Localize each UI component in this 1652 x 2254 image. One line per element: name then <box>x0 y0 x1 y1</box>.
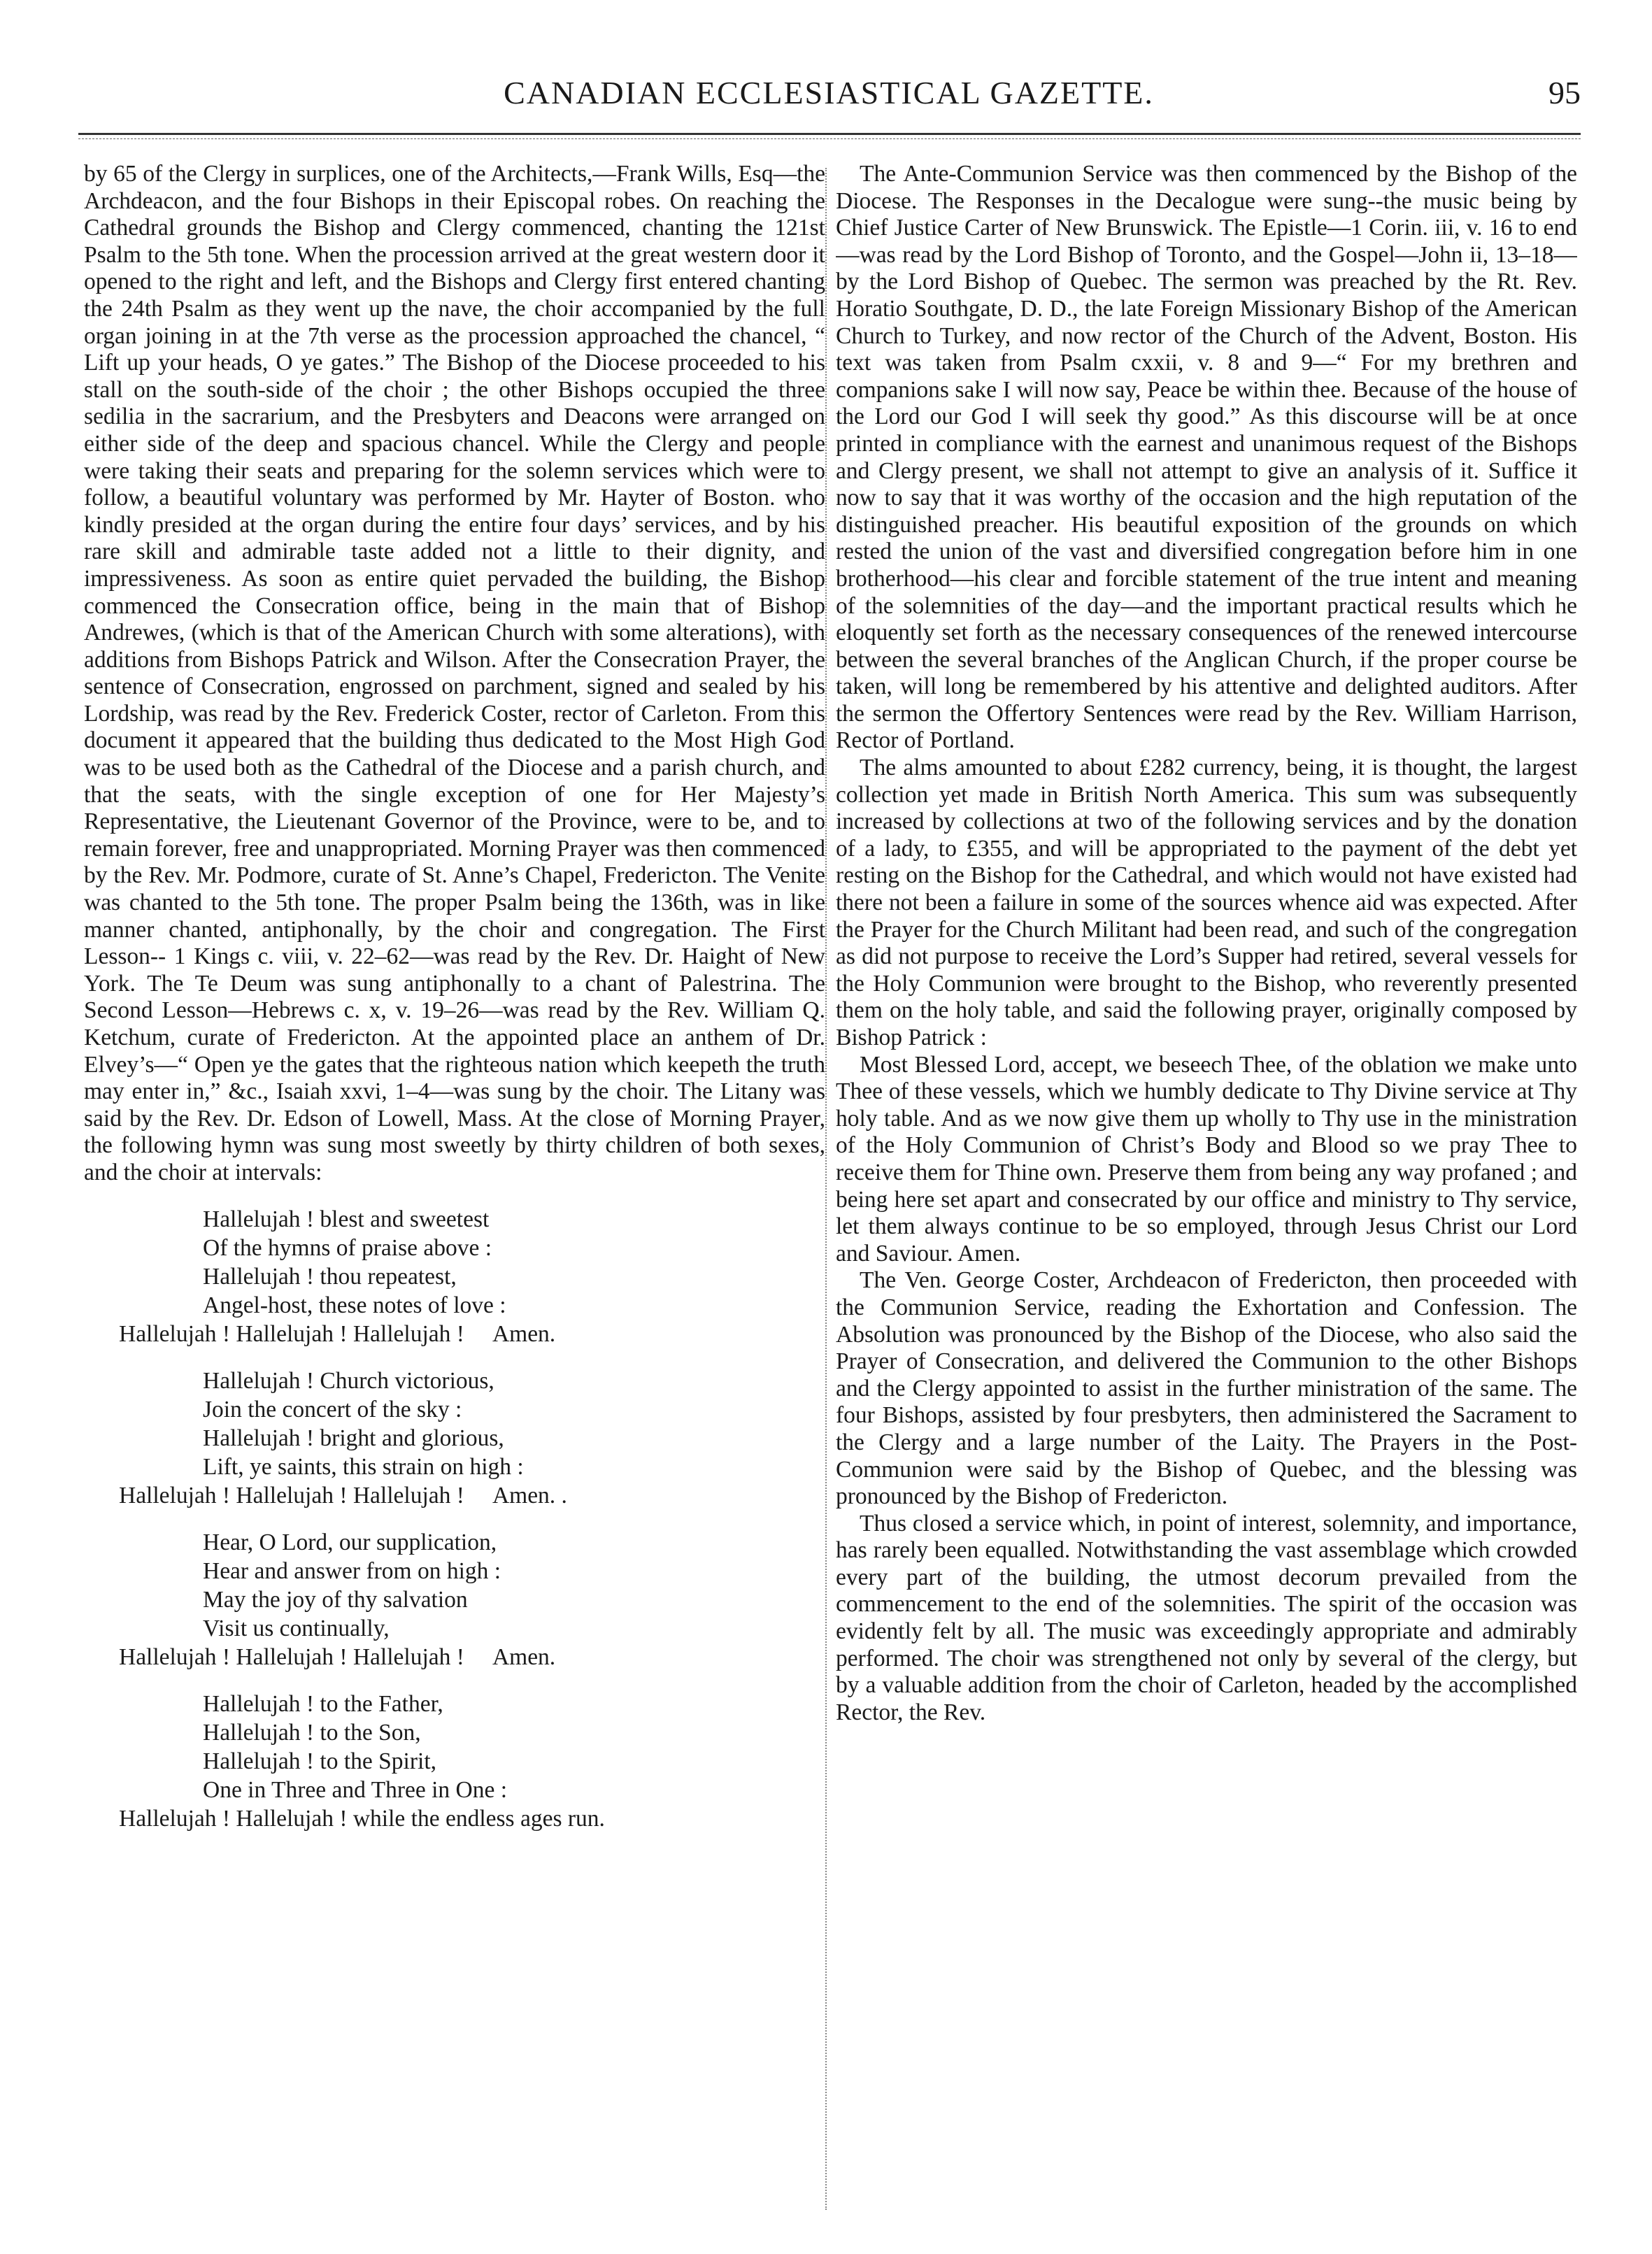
hymn-line: Join the concert of the sky : <box>203 1396 462 1422</box>
hymn-refrain <box>84 1320 825 1348</box>
hymn-amen: Amen. <box>492 1320 556 1347</box>
right-paragraph-1: The Ante-Communion Service was then commenced by the Bishop of the Diocese. The Responses in the Decalogue were sung--the music being by Chief Justice Carter of New Brunswick. The Epistle—1 Corin. iii, v. 16 to end—was read by the Lord Bishop of Toronto, and the Gospel—John ii, 13–18—by the Lord Bishop of Quebec. The sermon was preached by the Rt. Rev. Horatio Southgate, D. D., the late Foreign Missionary Bishop of the American Church to Turkey, and now rector of the Church of the Advent, Boston. His text was taken from Psalm cxxii, v. 8 and 9—“ For my brethren and companions sake I will now say, Peace be within thee. Because of the house of the Lord our God I will seek thy good.” As this discourse will be at once printed in compliance with the earnest and unanimous request of the Bishops and Clergy present, we shall not attempt to give an analysis of it. Suffice it now to say that it was worthy of the occasion and the high reputation of the distinguished preacher. His beautiful exposition of the grounds on which rested the union of the vast and diversified congregation before him in one brotherhood—his clear and forcible statement of the true intent and meaning of the solemnities of the day—and the important practical results which he eloquently set forth as the necessary consequences of the renewed intercourse between the several branches of the Anglican Church, if the proper course be taken, will long be remembered by his attentive and delighted auditors. After the sermon the Offertory Sentences were read by the Rev. William Harrison, Rector of Portland. <box>836 161 1577 754</box>
left-paragraph-1: by 65 of the Clergy in surplices, one of the Architects,—Frank Wills, Esq—the Archdeacon, and the four Bishops in their Episcopal robes. On reaching the Cathedral grounds the Bishop and Clergy commenced, chanting the 121st Psalm to the 5th tone. When the procession arrived at the great western door it opened to the right and left, and the Bishops and Clergy first entered chanting the 24th Psalm as they went up the nave, the choir accompanied by the full organ joining in at the 7th verse as the procession approached the chancel, “ Lift up your heads, O ye gates.” The Bishop of the Diocese proceeded to his stall on the south-side of the choir ; the other Bishops occupied the three sedilia in the sacrarium, and the Presbyters and Deacons were arranged on either side of the deep and spacious chancel. While the Clergy and people were taking their seats and preparing for the solemn services which were to follow, a beautiful voluntary was performed by Mr. Hayter of Boston. who kindly presided at the organ during the entire four days’ services, and by his rare skill and admirable taste added not a little to their dignity, and impressiveness. As soon as entire quiet pervaded the building, the Bishop commenced the Consecration office, being in the main that of Bishop Andrewes, (which is that of the American Church with some alterations), with additions from Bishops Patrick and Wilson. After the Consecration Prayer, the sentence of Consecration, engrossed on parchment, signed and sealed by his Lordship, was read by the Rev. Frederick Coster, rector of Carleton. From this document it appeared that the building thus dedicated to the Most High God was to be used both as the Cathedral of the Diocese and a parish church, and that the seats, with the single exception of one for Her Majesty’s Representative, the Lieutenant Governor of the Province, were to be, and to remain forever, free and unappropriated. Morning Prayer was then commenced by the Rev. Mr. Podmore, curate of St. Anne’s Chapel, Fredericton. The Venite was chanted to the 5th tone. The proper Psalm being the 136th, was in like manner chanted, antiphonally, by the choir and congregation. The First Lesson-- 1 Kings c. viii, v. 22–62—was read by the Rev. Dr. Haight of New York. The Te Deum was sung antiphonally to a chant of Palestrina. The Second Lesson—Hebrews c. x, v. 19–26—was read by the Rev. William Q. Ketchum, curate of Fredericton. At the appointed place an anthem of Dr. Elvey’s—“ Open ye the gates that the righteous nation which keepeth the truth may enter in,” &c., Isaiah xxvi, 1–4—was sung by the choir. The Litany was said by the Rev. Dr. Edson of Lowell, Mass. At the close of Morning Prayer, the following hymn was sung most sweetly by thirty children of both sexes, and the choir at intervals: <box>84 161 825 1185</box>
hymn-refrain-text: Hallelujah ! Hallelujah ! Hallelujah ! <box>119 1482 464 1508</box>
hymn-line: Angel-host, these notes of love : <box>203 1292 506 1318</box>
hymn-amen: Amen. . <box>492 1482 567 1508</box>
hymn-amen: Amen. <box>492 1643 556 1670</box>
hymn-line: Hear and answer from on high : <box>203 1557 501 1584</box>
hymn-stanza-4 <box>84 1690 825 1833</box>
right-paragraph-4: The Ven. George Coster, Archdeacon of Fredericton, then proceeded with the Communion Service, reading the Exhortation and Confession. The Absolution was pronounced by the Bishop of the Diocese, who also said the Prayer of Consecration, and delivered the Communion to the other Bishops and the Clergy appointed to assist in the further ministration of the same. The four Bishops, assisted by four presbyters, then administered the Sacrament to the Clergy and a large number of the Laity. The Prayers in the Post-Communion were said by the Bishop of Quebec, and the blessing was pronounced by the Bishop of Fredericton. <box>836 1267 1577 1510</box>
hymn-line: Hallelujah ! Church victorious, <box>203 1367 494 1394</box>
hymn-refrain <box>84 1643 825 1671</box>
header-rule <box>78 133 1581 135</box>
hymn-line: Visit us continually, <box>203 1615 390 1641</box>
right-paragraph-2: The alms amounted to about £282 currency, being, it is thought, the largest collection yet made in British North America. This sum was subsequently increased by collections at two of the following services and by the donation of a lady, to £355, and will be appropriated to the payment of the debt yet resting on the Bishop for the Cathedral, and which would not have existed had there not been a failure in some of the sources whence aid was expected. After the Prayer for the Church Militant had been read, and such of the congregation as did not purpose to receive the Lord’s Supper had retired, several vessels for the Holy Communion were brought to the Bishop, who reverently presented them on the holy table, and said the following prayer, originally composed by Bishop Patrick : <box>836 755 1577 1050</box>
hymn-line: Hallelujah ! thou repeatest, <box>203 1263 457 1290</box>
hymn-line: Of the hymns of praise above : <box>203 1234 492 1261</box>
page-title: CANADIAN ECCLESIASTICAL GAZETTE. <box>504 75 1154 110</box>
right-column <box>836 161 1577 2224</box>
hymn-line: One in Three and Three in One : <box>203 1776 508 1803</box>
hymn-line: Hallelujah ! bright and glorious, <box>203 1425 504 1451</box>
hymn-line: May the joy of thy salvation <box>203 1586 468 1613</box>
hymn-line: Hallelujah ! to the Son, <box>203 1719 421 1746</box>
left-column <box>84 161 825 2224</box>
right-paragraph-5: Thus closed a service which, in point of interest, solemnity, and importance, has rarely been equalled. Notwithstanding the vast assemblage which crowded every part of the building, the utmost decorum prevailed from the commencement to the end of the solemnities. The spirit of the occasion was evidently felt by all. The music was exceedingly appropriate and admirably performed. The choir was strengthened not only by several of the clergy, but by a valuable addition from the choir of Carleton, headed by the accomplished Rector, the Rev. <box>836 1510 1577 1725</box>
header-rule-dashed <box>78 138 1581 139</box>
page-number: 95 <box>1548 75 1581 110</box>
page-header <box>77 69 1581 117</box>
hymn-stanza-1 <box>84 1205 825 1348</box>
hymn-line: Lift, ye saints, this strain on high : <box>203 1453 524 1480</box>
column-divider <box>825 168 827 2210</box>
hymn-refrain <box>84 1481 825 1510</box>
hymn-stanza-3 <box>84 1528 825 1671</box>
hymn-refrain <box>84 1804 825 1833</box>
hymn-refrain-text: Hallelujah ! Hallelujah ! Hallelujah ! <box>119 1320 464 1347</box>
hymn-refrain-text: Hallelujah ! Hallelujah ! while the endless ages run. <box>119 1805 605 1832</box>
hymn <box>84 1205 825 1833</box>
hymn-line: Hallelujah ! to the Father, <box>203 1690 443 1717</box>
hymn-refrain-text: Hallelujah ! Hallelujah ! Hallelujah ! <box>119 1643 464 1670</box>
hymn-line: Hallelujah ! to the Spirit, <box>203 1748 437 1774</box>
hymn-line: Hear, O Lord, our supplication, <box>203 1529 497 1555</box>
hymn-stanza-2 <box>84 1367 825 1510</box>
hymn-line: Hallelujah ! blest and sweetest <box>203 1206 490 1232</box>
right-paragraph-3: Most Blessed Lord, accept, we beseech Thee, of the oblation we make unto Thee of these vessels, which we humbly dedicate to Thy Divine service at Thy holy table. And as we now give them up wholly to Thy use in the ministration of the Holy Communion of Christ’s Body and Blood so we pray Thee to receive them for Thine own. Preserve them from being any way profaned ; and being here set apart and consecrated by our office and ministry to Thy service, let them always continue to be so employed, through Jesus Christ our Lord and Saviour. Amen. <box>836 1051 1577 1267</box>
